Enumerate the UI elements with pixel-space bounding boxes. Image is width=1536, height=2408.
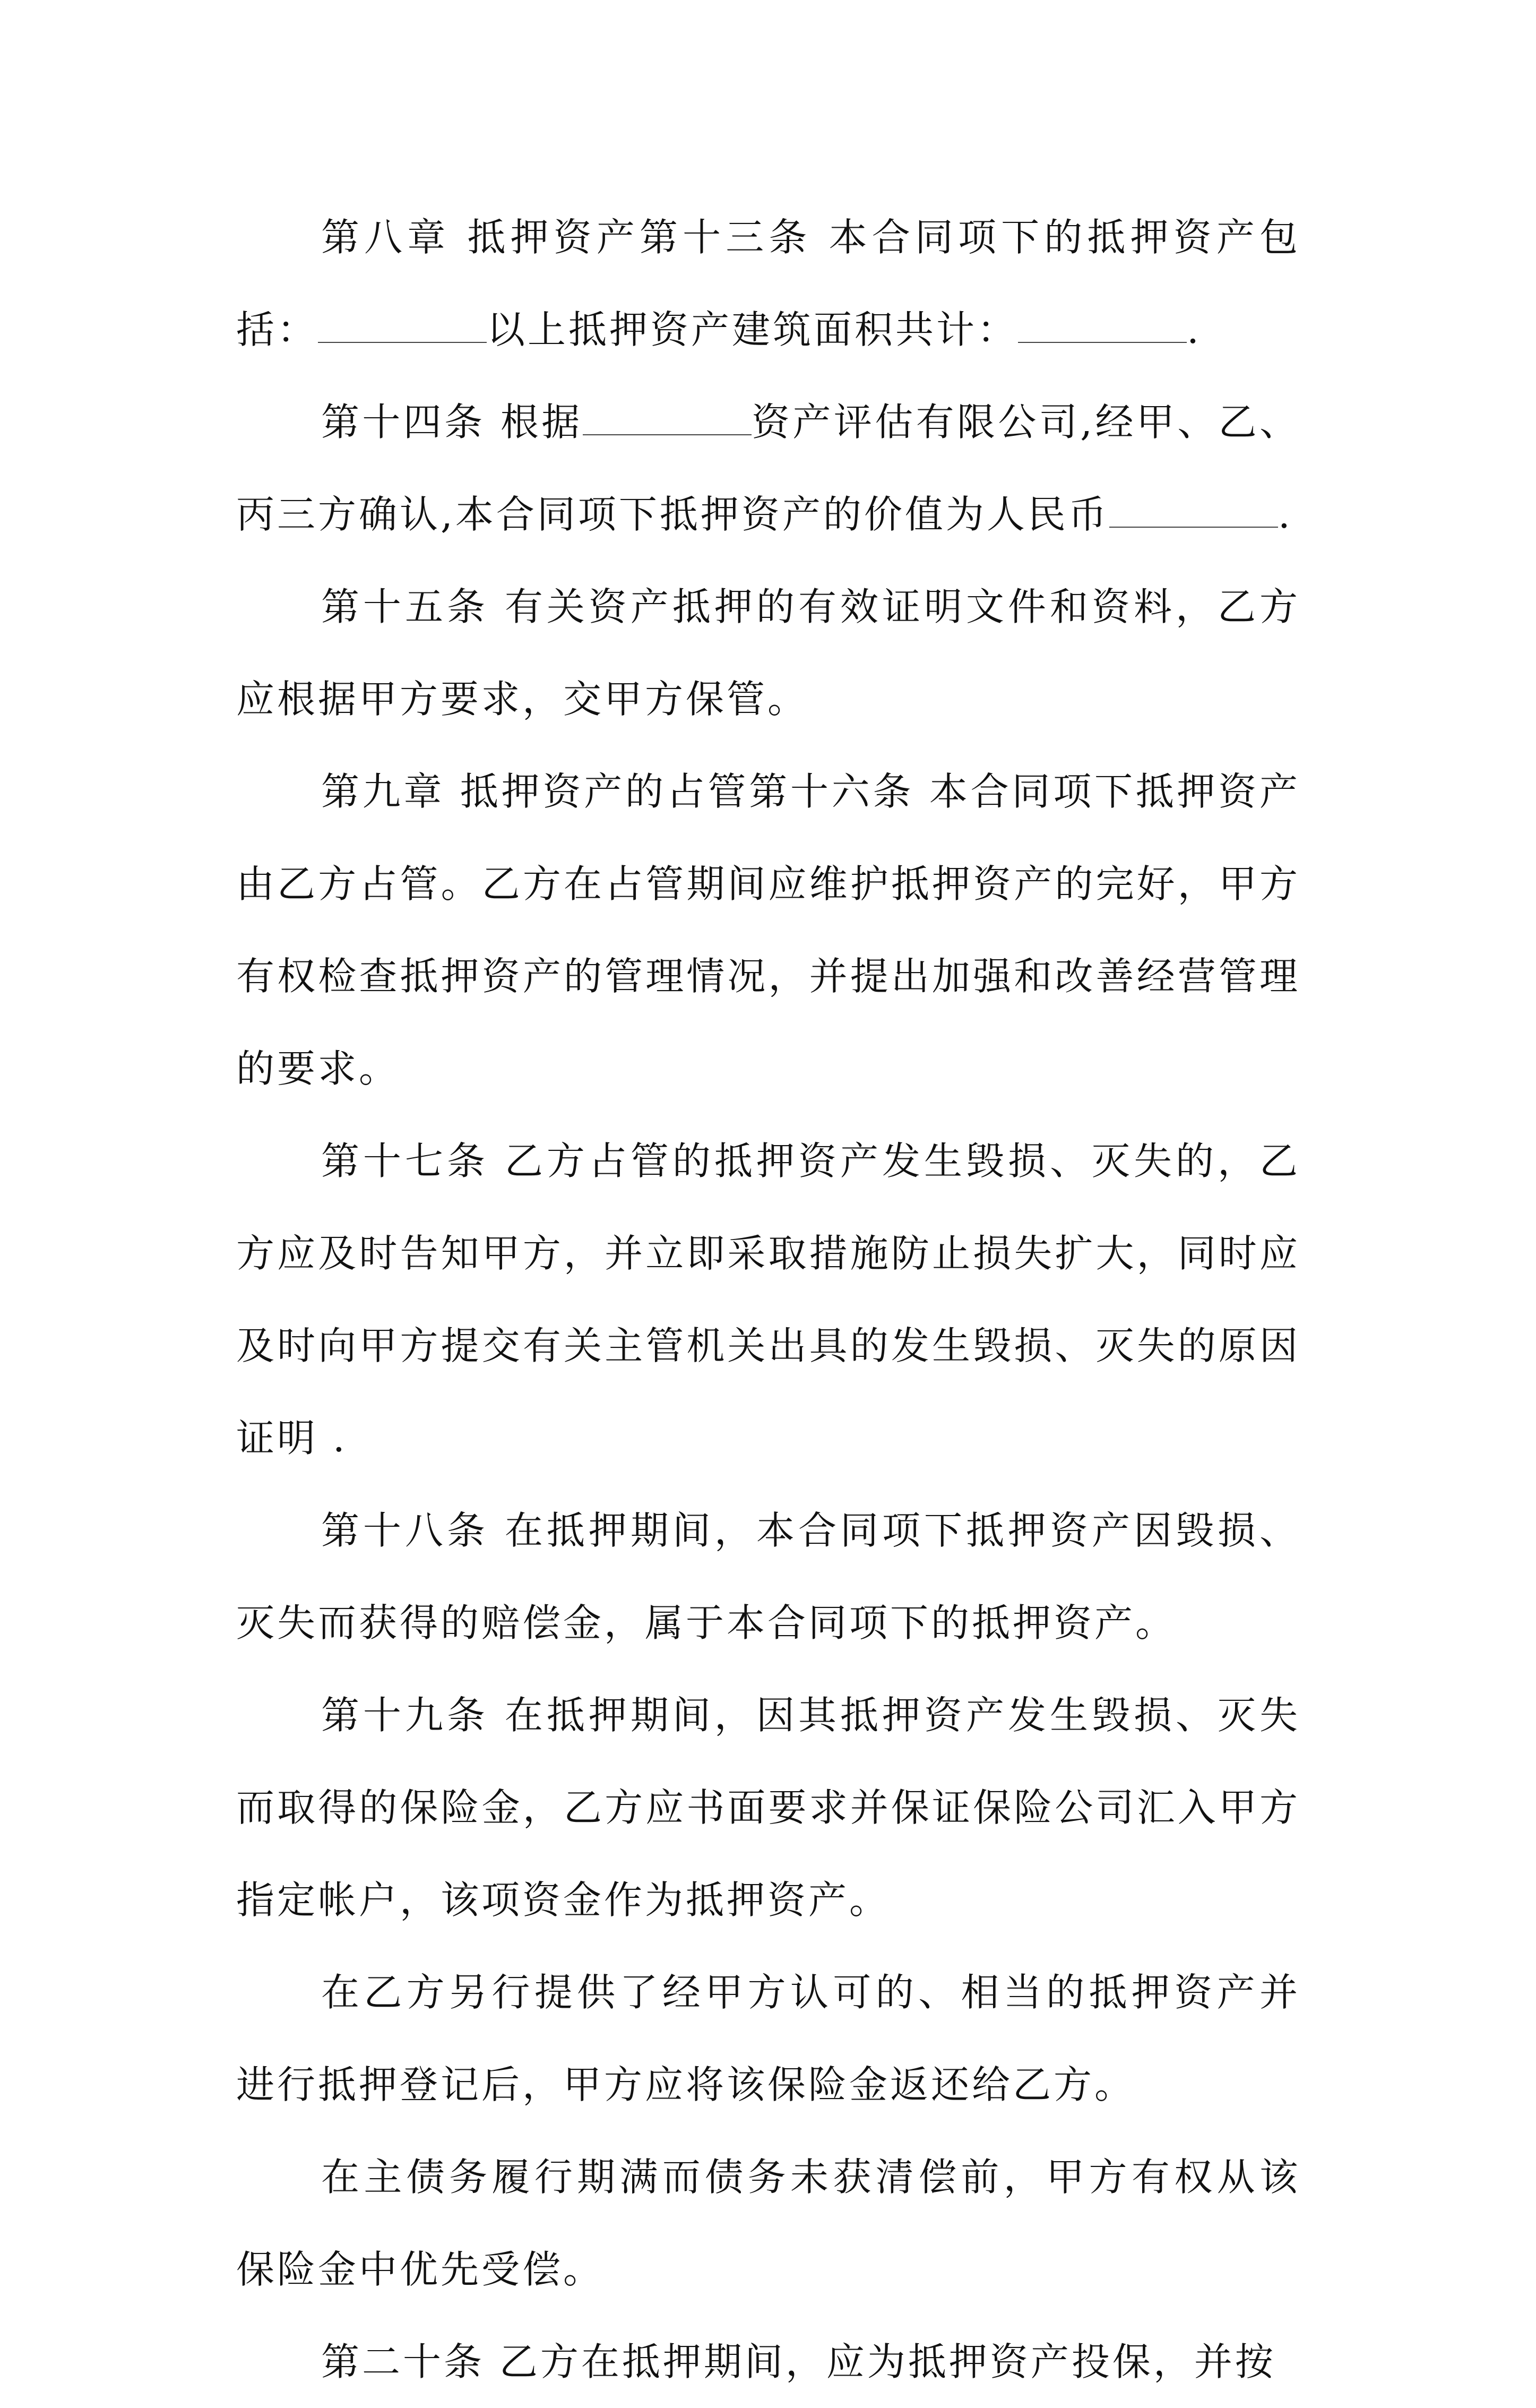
paragraph-text: 在主债务履行期满而债务未获清偿前，甲方有权从该保险金中优先受偿。 bbox=[236, 2155, 1300, 2292]
fill-in-blank bbox=[583, 402, 752, 435]
fill-in-blank bbox=[318, 310, 487, 343]
paragraph-article-18 bbox=[236, 1484, 1300, 1669]
paragraph-text: 第二十条 乙方在抵押期间，应为抵押资产投保，并按 bbox=[321, 2340, 1276, 2384]
paragraph-text: 第十七条 乙方占管的抵押资产发生毁损、灭失的，乙方应及时告知甲方，并立即采取措施防止损失扩大，同时应及时向甲方提交有关主管机关出具的发生毁损、灭失的原因证明 . bbox=[236, 1139, 1300, 1460]
paragraph-text: 第十四条 根据 bbox=[321, 400, 583, 444]
paragraph-text: 第九章 抵押资产的占管第十六条 本合同项下抵押资产由乙方占管。乙方在占管期间应维护抵押资产的完好，甲方有权检查抵押资产的管理情况，并提出加强和改善经营管理的要求。 bbox=[236, 769, 1300, 1091]
paragraph-text: 第十九条 在抵押期间，因其抵押资产发生毁损、灭失而取得的保险金，乙方应书面要求并保证保险公司汇入甲方指定帐户，该项资金作为抵押资产。 bbox=[236, 1693, 1300, 1922]
paragraph-article-19 bbox=[236, 1669, 1300, 1946]
paragraph-text: 第八章 抵押资产第十三条 本合同项下的抵押资产包括： bbox=[236, 215, 1300, 352]
paragraph-insurance-return bbox=[236, 1946, 1300, 2131]
paragraph-text: . bbox=[1187, 307, 1202, 352]
fill-in-blank bbox=[1109, 495, 1278, 528]
paragraph-article-15 bbox=[236, 561, 1300, 745]
document-body bbox=[236, 191, 1300, 2408]
paragraph-text: 资产评估有限公司,经甲、乙、丙三方确认,本合同项下抵押资产的价值为人民币 bbox=[236, 400, 1301, 537]
paragraph-priority-claim bbox=[236, 2131, 1300, 2316]
paragraph-article-14 bbox=[236, 376, 1300, 561]
paragraph-text: 第十八条 在抵押期间，本合同项下抵押资产因毁损、灭失而获得的赔偿金，属于本合同项下的抵押资产。 bbox=[236, 1508, 1300, 1645]
paragraph-article-13 bbox=[236, 191, 1300, 376]
paragraph-article-17 bbox=[236, 1115, 1300, 1484]
paragraph-article-20 bbox=[236, 2316, 1300, 2408]
paragraph-article-16 bbox=[236, 745, 1300, 1115]
paragraph-text: 以上抵押资产建筑面积共计： bbox=[487, 307, 1019, 352]
paragraph-text: 第十五条 有关资产抵押的有效证明文件和资料，乙方应根据甲方要求，交甲方保管。 bbox=[236, 584, 1300, 721]
paragraph-text: . bbox=[1278, 492, 1293, 537]
fill-in-blank bbox=[1018, 310, 1187, 343]
paragraph-text: 在乙方另行提供了经甲方认可的、相当的抵押资产并进行抵押登记后，甲方应将该保险金返还给乙方。 bbox=[236, 1970, 1300, 2107]
